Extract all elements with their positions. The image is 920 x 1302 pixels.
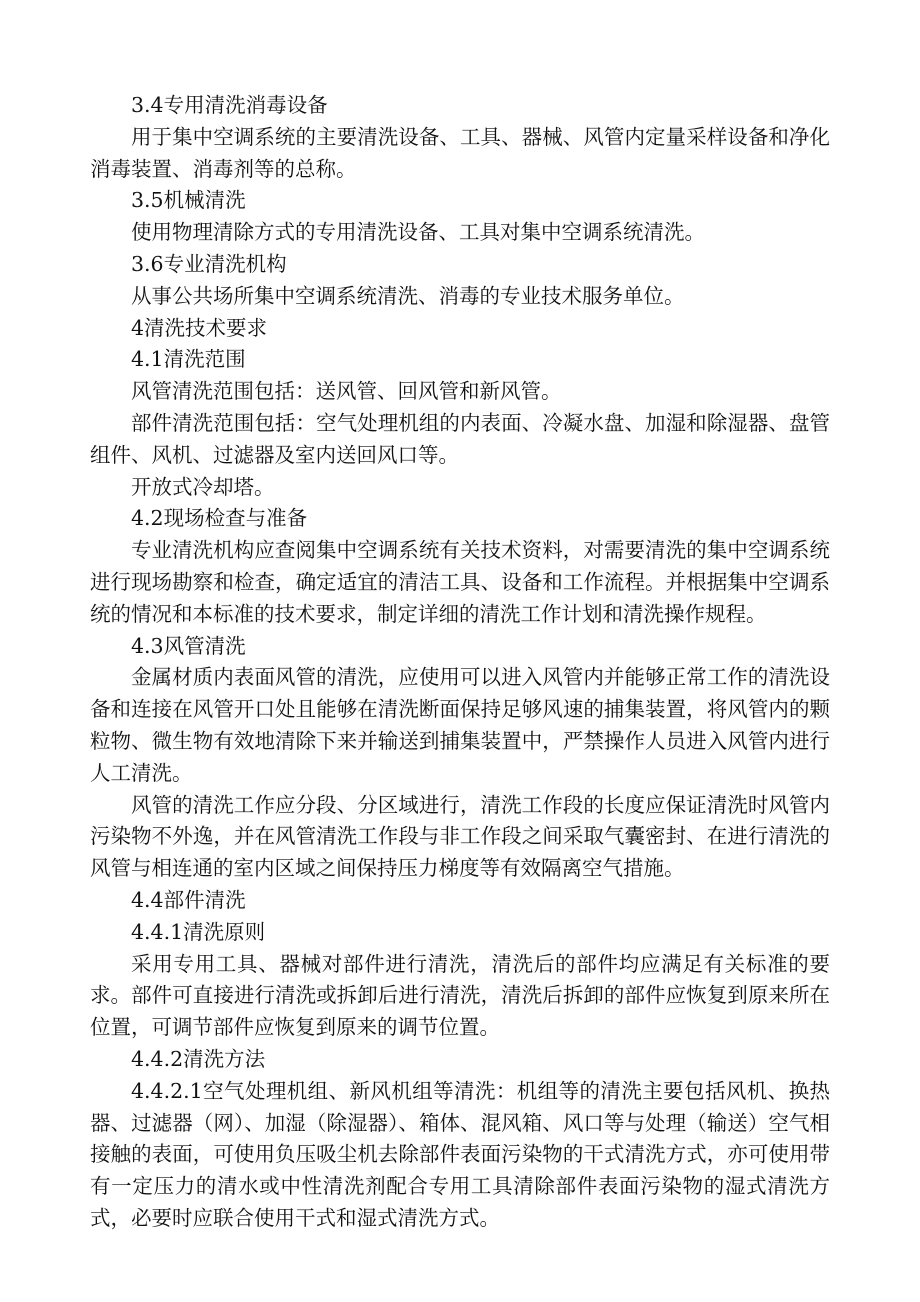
paragraph: 金属材质内表面风管的清洗，应使用可以进入风管内并能够正常工作的清洗设备和连接在风管开口处且能够在清洗断面保持足够风速的捕集装置，将风管内的颗粒物、微生物有效地清除下来并输送到捕集装置中，严禁操作人员进入风管内进行人工清洗。	[90, 665, 830, 785]
document-page	[90, 90, 830, 1235]
heading-4-4-1: 4.4.1清洗原则	[131, 919, 266, 944]
heading-4-2: 4.2现场检查与准备	[131, 506, 308, 531]
heading-4: 4清洗技术要求	[131, 315, 268, 340]
heading-4-4-2: 4.4.2清洗方法	[131, 1046, 266, 1071]
paragraph: 开放式冷却塔。	[131, 474, 275, 499]
heading-4-1: 4.1清洗范围	[131, 347, 246, 372]
paragraph: 使用物理清除方式的专用清洗设备、工具对集中空调系统清洗。	[131, 220, 705, 245]
heading-4-4: 4.4部件清洗	[131, 887, 246, 912]
heading-3-5: 3.5机械清洗	[131, 188, 246, 213]
paragraph: 用于集中空调系统的主要清洗设备、工具、器械、风管内定量采样设备和净化消毒装置、消毒剂等的总称。	[90, 124, 830, 181]
heading-3-6: 3.6专业清洗机构	[131, 251, 287, 276]
paragraph: 专业清洗机构应查阅集中空调系统有关技术资料，对需要清洗的集中空调系统进行现场勘察和检查，确定适宜的清洁工具、设备和工作流程。并根据集中空调系统的情况和本标准的技术要求，制定详细的清洗工作计划和清洗操作规程。	[90, 538, 830, 626]
paragraph: 从事公共场所集中空调系统清洗、消毒的专业技术服务单位。	[131, 283, 685, 308]
paragraph: 采用专用工具、器械对部件进行清洗，清洗后的部件均应满足有关标准的要求。部件可直接进行清洗或拆卸后进行清洗，清洗后拆卸的部件应恢复到原来所在位置，可调节部件应恢复到原来的调节位置。	[90, 951, 830, 1040]
paragraph: 风管的清洗工作应分段、分区域进行，清洗工作段的长度应保证清洗时风管内污染物不外逸，并在风管清洗工作段与非工作段之间采取气囊密封、在进行清洗的风管与相连通的室内区域之间保持压力梯度等有效隔离空气措施。	[90, 792, 830, 881]
heading-3-4: 3.4专用清洗消毒设备	[131, 93, 328, 117]
paragraph: 4.4.2.1空气处理机组、新风机组等清洗：机组等的清洗主要包括风机、换热器、过滤器（网）、加湿（除湿器）、箱体、混风箱、风口等与处理（输送）空气相接触的表面，可使用负压吸尘机去除部件表面污染物的干式清洗方式，亦可使用带有一定压力的清水或中性清洗剂配合专用工具清除部件表面污染物的湿式清洗方式，必要时应联合使用干式和湿式清洗方式。	[90, 1078, 830, 1230]
paragraph: 部件清洗范围包括：空气处理机组的内表面、冷凝水盘、加湿和除湿器、盘管组件、风机、过滤器及室内送回风口等。	[90, 410, 830, 467]
heading-4-3: 4.3风管清洗	[131, 633, 246, 658]
paragraph: 风管清洗范围包括：送风管、回风管和新风管。	[131, 379, 562, 404]
